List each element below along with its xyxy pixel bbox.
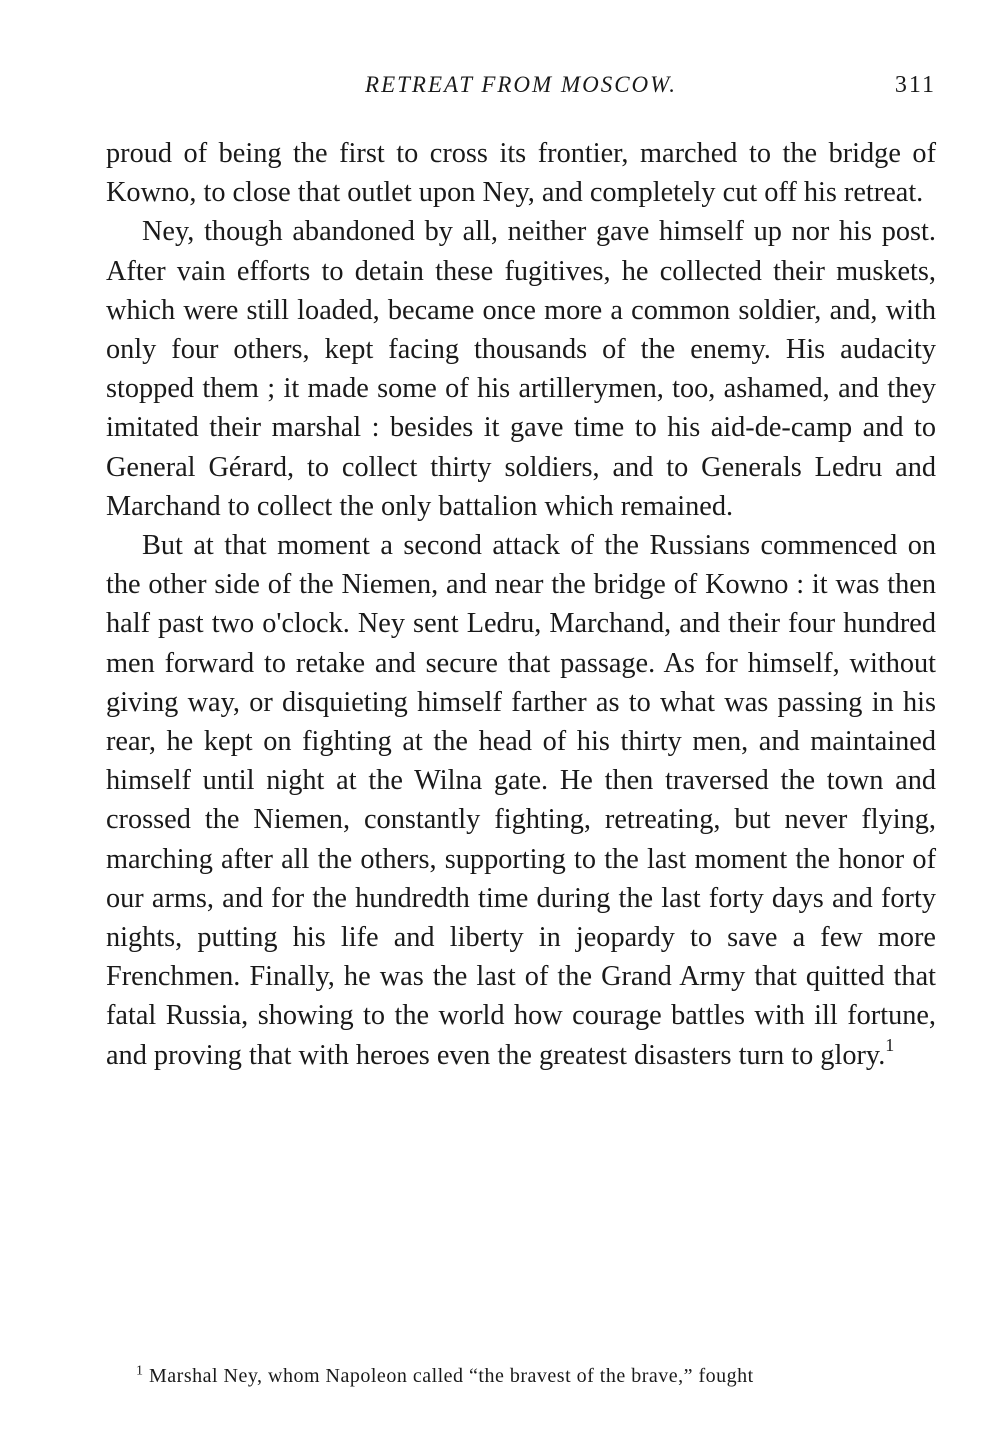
page-number: 311 bbox=[894, 72, 936, 98]
paragraph-second-attack bbox=[106, 526, 936, 1075]
running-title: RETREAT FROM MOSCOW. bbox=[365, 72, 677, 97]
footnote-marker: 1 bbox=[136, 1363, 144, 1379]
paragraph-second-attack-text: But at that moment a second attack of the Russians commenced on the other side of the Niemen, and near the bridge of Kowno : it was then half past two o'clock. Ney sent Ledru, Marchand, and their four hundred men forward to retake and secure that passage. As for himself, without giving way, or disquieting himself farther as to what was passing in his rear, he kept on fighting at the head of his thirty men, and maintained himself until night at the Wilna gate. He then traversed the town and crossed the Niemen, constantly fighting, retreating, but never flying, marching after all the others, supporting to the last moment the honor of our arms, and for the hundredth time during the last forty days and forty nights, putting his life and liberty in jeopardy to save a few more Frenchmen. Finally, he was the last of the Grand Army that quitted that fatal Russia, showing to the world how courage battles with ill fortune, and proving that with heroes even the greatest disasters turn to glory. bbox=[106, 530, 936, 1071]
footnote-text: Marshal Ney, whom Napoleon called “the bravest of the brave,” fought bbox=[149, 1365, 754, 1387]
body-text bbox=[106, 134, 936, 1075]
paragraph-continued: proud of being the first to cross its frontier, marched to the bridge of Kowno, to close that outlet upon Ney, and completely cut off his retreat. bbox=[106, 138, 936, 209]
running-head bbox=[106, 72, 936, 108]
footnote bbox=[106, 1362, 936, 1390]
paragraph-ney-abandoned: Ney, though abandoned by all, neither gave himself up nor his post. After vain efforts to detain these fugitives, he collected their muskets, which were still loaded, became once more a common soldier, and, with only four others, kept facing thousands of the enemy. His audacity stopped them ; it made some of his artillerymen, too, ashamed, and they imitated their marshal : besides it gave time to his aid-de-camp and to General Gérard, to collect thirty soldiers, and to Generals Ledru and Marchand to collect the only battalion which remained. bbox=[106, 216, 936, 522]
footnote-reference: 1 bbox=[885, 1035, 895, 1056]
